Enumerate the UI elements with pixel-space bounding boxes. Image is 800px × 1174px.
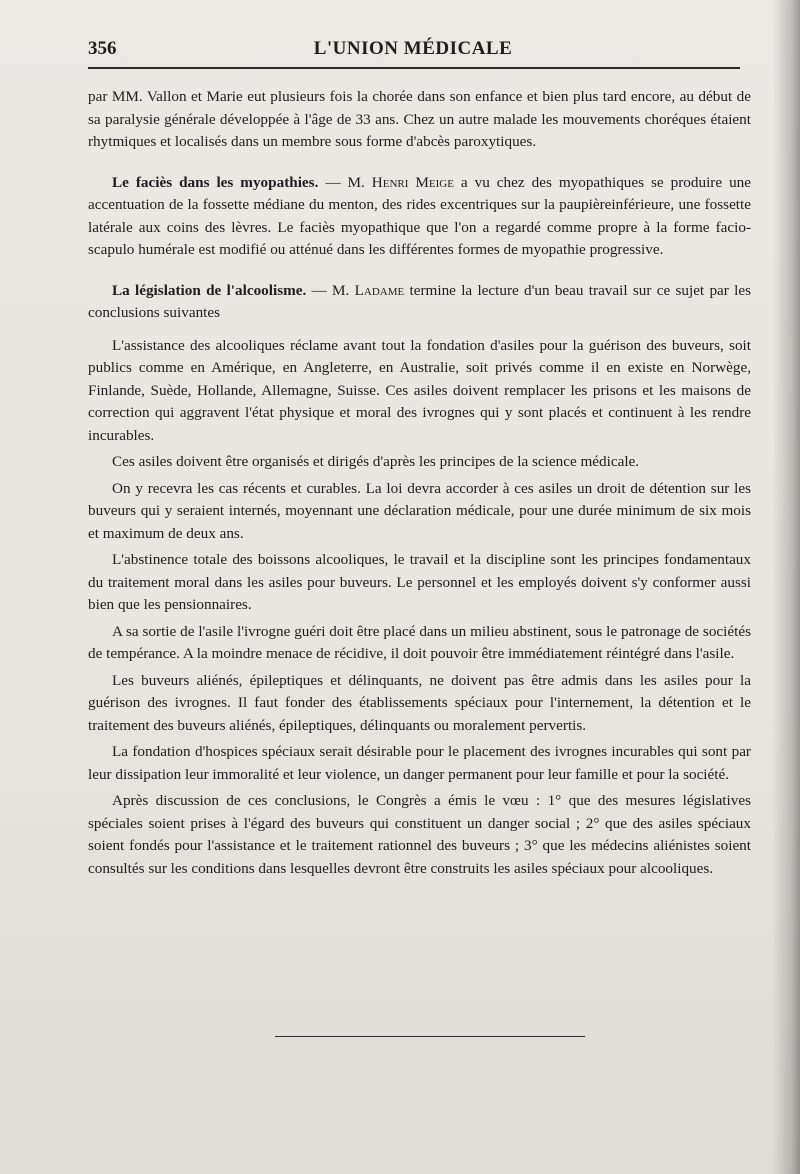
speaker-name: Ladame	[354, 281, 405, 299]
congress-wish-paragraph: Après discussion de ces conclusions, le Congrès a émis le vœu : 1° que des mesures législatives spéciales soient prises à l'égard des buveurs qui constituent un danger social ; 2° que des asiles spéciaux soient fondés pour l'assistance et le traitement rationnel des buveurs ; 3° que les médecins aliénistes soient consultés sur les conditions dans lesquelles devront être construits les asiles spéciaux pour alcooliques.	[88, 792, 751, 877]
section-text: termine la lecture d'un beau travail sur ce sujet par les conclusions suivantes	[88, 281, 751, 321]
speaker-prefix: — M.	[318, 173, 372, 191]
speaker-prefix: — M.	[306, 281, 355, 299]
conclusion-paragraph: La fondation d'hospices spéciaux serait désirable pour le placement des ivrognes incurables qui sont par leur dissipation leur immoralité et leur violence, un danger permanent pour leur famille et pour la société.	[88, 743, 751, 783]
conclusion-paragraph: On y recevra les cas récents et curables. La loi devra accorder à ces asiles un droit de détention sur les buveurs qui y seraient internés, moyennant une déclaration médicale, pour une durée minimum de six mois et maximum de deux ans.	[88, 479, 751, 542]
conclusion-paragraph: L'abstinence totale des boissons alcooliques, le travail et la discipline sont les principes fondamentaux du traitement moral dans les asiles pour buveurs. Le personnel et les employés doivent s'y conformer aussi bien que les pensionnaires.	[88, 551, 751, 613]
paragraph-chorea: par MM. Vallon et Marie eut plusieurs fois la chorée dans son enfance et bien plus tard encore, au début de sa paralysie générale développée à l'âge de 33 ans. Chez un autre malade les mouvements choréques étaient rhytmiques et localisés dans un membre sous forme d'abcès paroxytiques.	[88, 88, 751, 150]
section-title-myopathies: Le faciès dans les myopathies.	[112, 173, 319, 191]
header-rule	[88, 67, 740, 69]
running-title: L'UNION MÉDICALE	[313, 38, 513, 59]
conclusion-paragraph: Ces asiles doivent être organisés et dirigés d'après les principes de la science médicale.	[112, 453, 640, 470]
page-header	[88, 36, 738, 66]
section-text: a vu chez des myopathiques se produire une accentuation de la fossette médiane du menton, des rides excentriques sur la paupièreinférieure, une fossette latérale aux coins des lèvres. Le faciès myopathique que l'on a regardé comme propre à la forme facio-scapulo humérale est modifié ou atténué dans les différentes formes de myopathie progressive.	[88, 173, 751, 258]
conclusion-paragraph: L'assistance des alcooliques réclame avant tout la fondation d'asiles pour la guérison des buveurs, soit publics comme en Amérique, en Angleterre, en Australie, soit privés comme il en existe en Norwège, Finlande, Suède, Hollande, Allemagne, Suisse. Ces asiles doivent remplacer les prisons et les maisons de correction qui aggravent l'état physique et moral des ivrognes qui y sont placés et continuent à les rendre incurables.	[88, 336, 751, 444]
section-title-alcoolisme: La législation de l'alcoolisme.	[112, 281, 307, 299]
speaker-name: Henri Meige	[371, 173, 454, 191]
conclusion-paragraph: A sa sortie de l'asile l'ivrogne guéri doit être placé dans un milieu abstinent, sous le patronage de sociétés de tempérance. A la moindre menace de récidive, il doit pouvoir être immédiatement réintégré dans l'asile.	[88, 622, 751, 662]
conclusion-paragraph: Les buveurs aliénés, épileptiques et délinquants, ne doivent pas être admis dans les asiles pour la guérison des ivrognes. Il faut fonder des établissements spéciaux pour l'internement, la détention et le traitement des buveurs aliénés, épileptiques, délinquants ou moralement pervertis.	[88, 671, 751, 734]
end-rule	[275, 1036, 585, 1037]
section-alcoolisme	[88, 280, 751, 325]
page-edge-shadow	[772, 0, 800, 1174]
article-body	[88, 86, 751, 884]
page-number: 356	[88, 38, 117, 59]
section-myopathies	[88, 172, 751, 262]
